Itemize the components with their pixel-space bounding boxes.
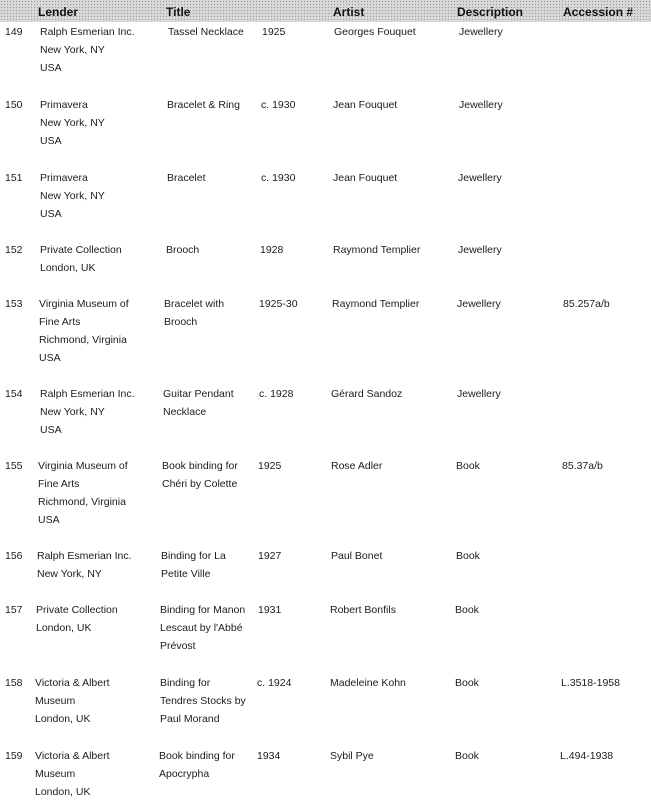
lender-cell-line: Ralph Esmerian Inc. [37,550,132,562]
description-cell: Book [455,677,479,689]
lender-cell-line: USA [40,62,62,74]
title-cell [160,601,245,655]
lender-cell-line: London, UK [40,262,96,274]
title-cell-line: Binding for [160,677,211,689]
lender-cell-line: New York, NY [40,117,105,129]
lender-cell-line: Private Collection [36,604,118,616]
lender-cell [40,96,105,150]
date-cell: 1934 [257,750,281,762]
header-title: Title [166,5,191,19]
description-cell: Jewellery [458,172,502,184]
description-cell: Jewellery [459,26,503,38]
header-accession: Accession # [563,5,634,19]
title-cell-line: Binding for Manon [160,604,246,616]
title-cell-line: Necklace [163,406,207,418]
lender-cell-line: London, UK [35,786,91,798]
artist-cell: Raymond Templier [332,298,420,310]
title-cell-line: Book binding for [159,750,235,762]
lender-cell-line: Richmond, Virginia [38,496,126,508]
lender-cell-line: New York, NY [40,190,105,202]
artist-cell: Georges Fouquet [334,26,416,38]
lender-cell [40,241,122,277]
row-number: 154 [5,388,23,400]
lender-cell-line: USA [40,424,62,436]
date-cell: 1925-30 [259,298,298,310]
row-number: 153 [5,298,23,310]
row-number: 150 [5,99,23,111]
lender-cell-line: Museum [35,695,76,707]
row-number: 151 [5,172,23,184]
title-cell-line: Paul Morand [160,713,220,725]
row-number: 156 [5,550,23,562]
lender-cell-line: London, UK [35,713,91,725]
title-cell-line: Tassel Necklace [168,26,244,38]
lender-cell-line: New York, NY [40,406,105,418]
lender-cell-line: Virginia Museum of [39,298,129,310]
title-cell [168,23,244,41]
header-lender: Lender [38,5,79,19]
title-cell [163,385,234,421]
lender-cell-line: Private Collection [40,244,122,256]
description-cell: Book [456,460,480,472]
header-artist: Artist [333,5,365,19]
date-cell: 1925 [262,26,286,38]
lender-cell-line: Virginia Museum of [38,460,128,472]
lender-cell-line: New York, NY [40,44,105,56]
lender-cell-line: Victoria & Albert [35,677,110,689]
lender-cell-line: London, UK [36,622,92,634]
row-number: 157 [5,604,23,616]
title-cell [166,241,199,259]
lender-cell-line: Fine Arts [39,316,81,328]
lender-cell [40,23,135,77]
lender-cell-line: Ralph Esmerian Inc. [40,26,135,38]
artist-cell: Paul Bonet [331,550,383,562]
artist-cell: Jean Fouquet [333,99,398,111]
title-cell-line: Book binding for [162,460,238,472]
title-cell-line: Guitar Pendant [163,388,234,400]
accession-cell: 85.37a/b [562,460,603,472]
lender-cell-line: Fine Arts [38,478,80,490]
artist-cell: Madeleine Kohn [330,677,406,689]
lender-cell-line: USA [38,514,60,526]
date-cell: c. 1924 [257,677,292,689]
lender-cell-line: Ralph Esmerian Inc. [40,388,135,400]
lender-cell-line: USA [40,208,62,220]
title-cell-line: Brooch [166,244,200,256]
description-cell: Jewellery [457,388,501,400]
title-cell-line: Bracelet with [164,298,225,310]
lender-cell [40,385,135,439]
lender-cell-line: Victoria & Albert [35,750,110,762]
lender-cell [38,457,128,529]
date-cell: 1931 [258,604,282,616]
title-cell-line: Petite Ville [161,568,211,580]
title-cell-line: Chéri by Colette [162,478,238,490]
date-cell: 1925 [258,460,282,472]
date-cell: c. 1930 [261,99,296,111]
title-cell [167,96,240,114]
artist-cell: Raymond Templier [333,244,421,256]
description-cell: Book [455,604,479,616]
title-cell [162,457,238,493]
date-cell: 1927 [258,550,282,562]
title-cell [164,295,224,331]
artist-cell: Jean Fouquet [333,172,398,184]
description-cell: Jewellery [459,99,503,111]
lender-cell-line: Primavera [40,99,88,111]
description-cell: Jewellery [458,244,502,256]
lender-cell-line: Primavera [40,172,88,184]
lender-cell [35,747,110,801]
description-cell: Book [456,550,480,562]
row-number: 155 [5,460,23,472]
artist-cell: Gérard Sandoz [331,388,403,400]
title-cell-line: Bracelet [167,172,206,184]
lender-cell [39,295,129,367]
lender-cell [40,169,105,223]
lender-cell-line: Richmond, Virginia [39,334,127,346]
row-number: 149 [5,26,23,38]
accession-cell: L.3518-1958 [561,677,620,689]
lender-cell-line: USA [39,352,61,364]
lender-cell [35,674,110,728]
title-cell-line: Lescaut by l'Abbé [160,622,243,634]
title-cell-line: Bracelet & Ring [167,99,240,111]
title-cell-line: Prévost [160,640,196,652]
title-cell-line: Tendres Stocks by [160,695,246,707]
title-cell-line: Apocrypha [159,768,210,780]
header-description: Description [457,5,524,19]
title-cell [159,747,235,783]
lender-cell-line: Museum [35,768,76,780]
title-cell-line: Brooch [164,316,198,328]
row-number: 159 [5,750,23,762]
accession-cell: L.494-1938 [560,750,614,762]
title-cell [167,169,206,187]
lender-cell-line: USA [40,135,62,147]
row-number: 158 [5,677,23,689]
title-cell [161,547,226,583]
date-cell: 1928 [260,244,284,256]
title-cell-line: Binding for La [161,550,226,562]
artist-cell: Sybil Pye [330,750,374,762]
artist-cell: Robert Bonfils [330,604,396,616]
description-cell: Jewellery [457,298,501,310]
lender-cell-line: New York, NY [37,568,102,580]
date-cell: c. 1930 [261,172,296,184]
accession-cell: 85.257a/b [563,298,610,310]
row-number: 152 [5,244,23,256]
artist-cell: Rose Adler [331,460,383,472]
description-cell: Book [455,750,479,762]
lender-cell [37,547,132,583]
date-cell: c. 1928 [259,388,294,400]
lender-cell [36,601,118,637]
table-header [0,0,651,22]
title-cell [160,674,246,728]
